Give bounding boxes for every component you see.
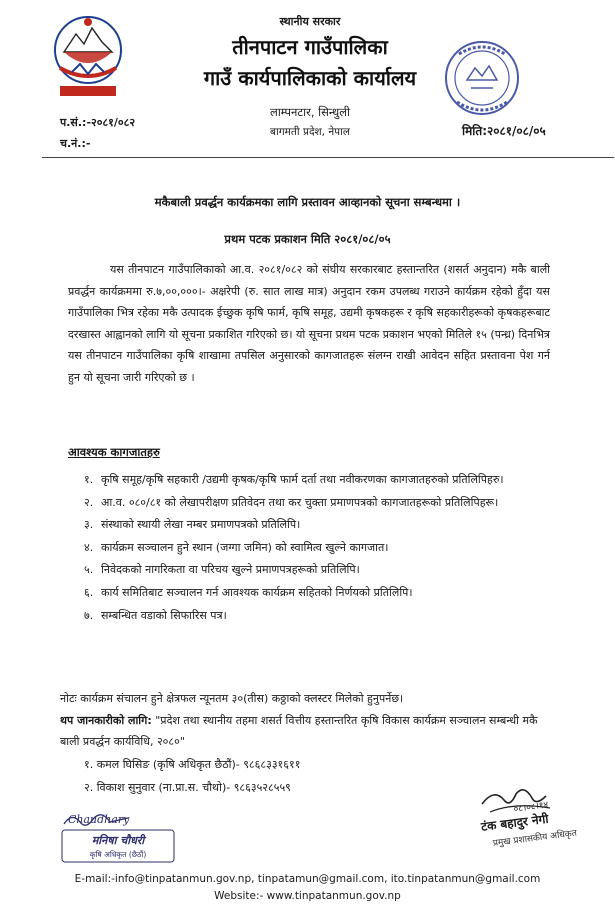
note-cluster-requirement: नोटः कार्यक्रम संचालन हुने क्षेत्रफल न्यूनतम ३०(तीस) कठ्ठाको क्लस्टर मिलेको हुनुपर्नेछ। (60, 692, 404, 705)
signatory-title: प्रमुख प्रशासकीय अधिकृत (492, 828, 578, 849)
header-divider (42, 157, 614, 158)
reference-number: प.सं.:-२०८१/०८२ (60, 116, 136, 129)
local-government-label: स्थानीय सरकार (279, 15, 341, 28)
contact-item: २. विकाश सुनुवार (ना.प्रा.स. चौथो)- ९८६३५२८५५९ (84, 781, 291, 794)
office-location: लाम्पनटार, सिन्धुली (270, 105, 350, 119)
notice-body-text: यस तीनपाटन गाउँपालिकाको आ.व. २०८१/०८२ को संघीय सरकारबाट हस्तान्तरित (शसर्त अनुदान) मकै बाली प्रवर्द्धन कार्यक्रममा रु.७,००,०००।- अक्षरेपी (रु. सात लाख मात्र) अनुदान रकम उपलब्ध गराउने कार्यक्रम रहेको हुँदा यस गाउँपालिका भित्र रहेका मकै उत्पादक ईच्छुक कृषि फार्म, कृषि समूह, उद्यमी कृषकहरू र कृषि सहकारीहरूको कृषकहरूबाट दरखास्त आह्वानको लागि यो सूचना प्रकाशित गरिएको छ। यो सूचना प्रथम पटक प्रकाशन भएको मितिले १५ (पन्ध्र) दिनभित्र यस तीनपाटन गाउँपालिका कृषि शाखामा तपसिल अनुसारको कागजातहरू संलग्न राखी आवेदन सहित प्रस्तावना पेश गर्न हुन यो सूचना जारी गरिएको छ । (68, 263, 550, 384)
first-publication-date: प्रथम पटक प्रकाशन मिति २०८१/०८/०५ (224, 232, 391, 246)
signatory-name: टंक बहादुर नेगी (480, 811, 550, 834)
rural-municipality-name: तीनपाटन गाउँपालिका (232, 35, 388, 59)
list-item: ४. कार्यक्रम सञ्चालन हुने स्थान (जग्गा जमिन) को स्वामित्व खुल्ने कागजात। (84, 540, 389, 554)
list-item: ३. संस्थाको स्थायी लेखा नम्बर प्रमाणपत्रको प्रतिलिपि। (84, 518, 301, 532)
left-stamp-title: कृषि अधिकृत (छैठौं) (89, 850, 147, 859)
list-item: ५. निवेदकको नागरिकता वा परिचय खुल्ने प्रमाणपत्रहरूको प्रतिलिपि। (84, 563, 360, 577)
notice-subject: मकैबाली प्रवर्द्धन कार्यक्रमका लागि प्रस्तावन आव्हानको सूचना सम्बन्धमा । (154, 195, 461, 209)
notice-body (68, 259, 550, 388)
more-info-text: "प्रदेश तथा स्थानीय तहमा शसर्त वित्तीय हस्तान्तरित कृषि विकास कार्यक्रम सञ्चालन सम्बन्धी मकै बाली प्रवर्द्धन कार्यविधि, २०८०" (60, 713, 538, 748)
footer-email: E-mail:-info@tinpatanmun.gov.np, tinpatamun@gmail.com, ito.tinpatanmun@gmail.com (74, 873, 541, 885)
left-signature-stamp (58, 810, 178, 864)
left-handwritten-signature: Chaudhary (68, 813, 130, 826)
list-item: ७. सम्बन्धित वडाको सिफारिस पत्र। (84, 608, 227, 622)
requirements-list (84, 469, 554, 627)
office-name: गाउँ कार्यपालिकाको कार्यालय (203, 66, 417, 90)
note-more-info (60, 710, 560, 753)
office-seal-icon (437, 36, 527, 120)
footer-website: Website:- www.tinpatanmun.gov.np (214, 890, 401, 902)
left-stamp-name: मनिषा चौधरी (91, 834, 145, 847)
list-item: ६. कार्य समितिबाट सञ्चालन गर्न आवश्यक कार्यक्रम सहितको निर्णयको प्रतिलिपि। (84, 585, 413, 599)
more-info-label: थप जानकारीको लागि: (60, 713, 152, 727)
contacts-list (84, 753, 300, 799)
letter-date: मिति:२०८१/०८/०५ (462, 124, 546, 138)
list-item: १. कृषि समूह/कृषि सहकारी /उद्यमी कृषक/कृषि फार्म दर्ता तथा नवीकरणका कागजातहरुको प्रतिलिपिहरु। (84, 473, 504, 486)
dispatch-number: च.नं.:- (60, 137, 91, 150)
contact-item: १. कमल घिसिङ (कृषि अधिकृत छैठौं)- ९८६८३३१६११ (84, 758, 301, 771)
nepal-emblem-icon (52, 12, 124, 104)
list-item: २. आ.व. ०८०/८१ को लेखापरीक्षण प्रतिवेदन तथा कर चुक्ता प्रमाणपत्रको कागजातहरूको प्रतिलिपिहरू। (84, 495, 499, 509)
note-section (60, 688, 560, 753)
right-signature-date: ०८।०८।१४ (513, 800, 549, 815)
province-label: बागमती प्रदेश, नेपाल (270, 126, 350, 138)
requirements-heading: आवश्यक कागजातहरु (68, 445, 160, 459)
